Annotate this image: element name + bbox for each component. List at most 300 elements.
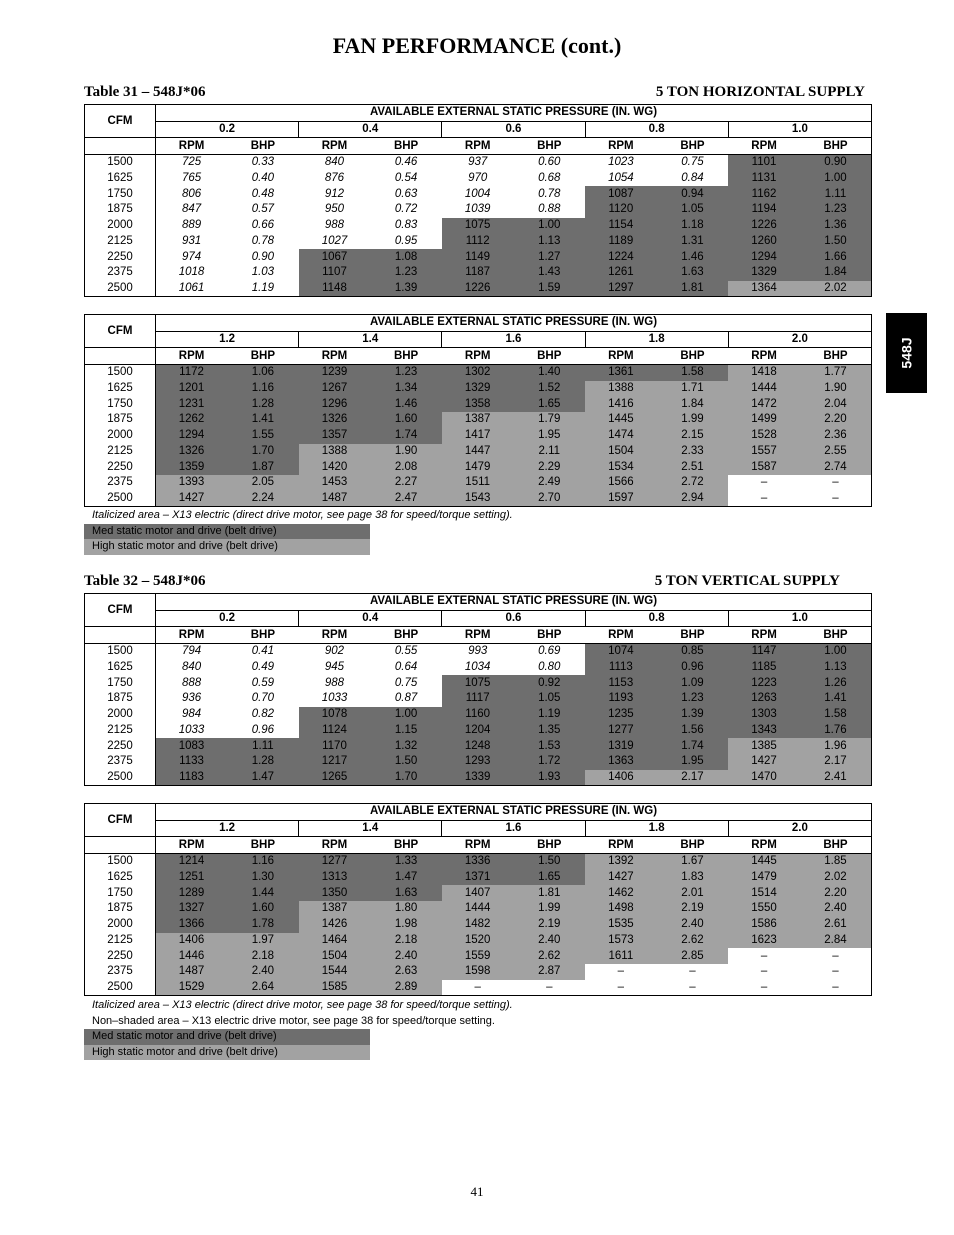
rpm-cell: 1034	[464, 661, 491, 674]
rpm-cell: 1075	[442, 675, 514, 691]
table-row	[85, 885, 872, 901]
bhp-cell: 1.95	[657, 754, 729, 770]
static-pressure-header: AVAILABLE EXTERNAL STATIC PRESSURE (IN. WG)	[156, 594, 872, 611]
bhp-header: BHP	[657, 627, 729, 644]
rpm-cell: 1359	[156, 459, 228, 475]
fan-table	[84, 104, 872, 297]
rpm-cell: 1267	[299, 381, 371, 397]
rpm-cell: 1462	[585, 885, 657, 901]
pressure-header: 1.4	[299, 820, 442, 837]
rpm-cell: 1289	[156, 885, 228, 901]
section-tab-label: 548J	[898, 337, 915, 369]
bhp-cell: 1.79	[513, 412, 585, 428]
rpm-cell: 1074	[585, 644, 657, 660]
rpm-cell: 1598	[442, 964, 514, 980]
rpm-cell: 1189	[585, 234, 657, 250]
rpm-cell: 1261	[585, 265, 657, 281]
rpm-cell: 725	[181, 156, 202, 169]
bhp-cell: 1.05	[657, 202, 729, 218]
table-row	[85, 644, 872, 660]
rpm-cell: 806	[181, 187, 202, 200]
rpm-cell: 1326	[299, 412, 371, 428]
bhp-cell: 1.34	[370, 381, 442, 397]
rpm-cell: 1194	[728, 202, 800, 218]
rpm-cell: 1277	[299, 854, 371, 870]
rpm-cell: 1453	[299, 475, 371, 491]
rpm-header: RPM	[299, 348, 371, 365]
rpm-cell: 1061	[178, 281, 205, 294]
bhp-header: BHP	[513, 138, 585, 155]
rpm-cell: 1248	[442, 738, 514, 754]
rpm-cell: 1303	[728, 707, 800, 723]
rpm-cell: 1427	[156, 491, 228, 507]
pressure-header: 1.6	[442, 331, 585, 348]
cfm-cell: 2125	[85, 723, 156, 739]
rpm-cell: 950	[324, 203, 345, 216]
legend-high-static: High static motor and drive (belt drive)	[84, 1045, 370, 1061]
bhp-cell: 2.40	[370, 948, 442, 964]
rpm-cell: –	[760, 949, 768, 962]
bhp-cell: 1.43	[513, 265, 585, 281]
cfm-cell: 2500	[85, 980, 156, 996]
bhp-cell: 1.50	[800, 234, 872, 250]
bhp-cell: 1.56	[657, 723, 729, 739]
bhp-cell: 1.13	[800, 660, 872, 676]
fan-table	[84, 803, 872, 996]
bhp-cell: 2.18	[227, 948, 299, 964]
table-row	[85, 249, 872, 265]
static-pressure-header: AVAILABLE EXTERNAL STATIC PRESSURE (IN. WG)	[156, 315, 872, 332]
rpm-cell: 1294	[156, 428, 228, 444]
bhp-cell: 1.52	[513, 381, 585, 397]
bhp-cell: 2.02	[800, 281, 872, 297]
table-row	[85, 281, 872, 297]
rpm-header: RPM	[156, 138, 228, 155]
table-row	[85, 459, 872, 475]
rpm-cell: 1388	[585, 381, 657, 397]
pressure-header: 1.0	[728, 610, 871, 627]
bhp-cell: 1.78	[227, 917, 299, 933]
rpm-cell: 1504	[299, 948, 371, 964]
rpm-cell: 984	[181, 708, 202, 721]
rpm-cell: 876	[324, 172, 345, 185]
bhp-cell: 0.54	[394, 172, 418, 185]
legend-italic-note: Italicized area – X13 electric (direct drive motor, see page 38 for speed/torque setting).	[92, 509, 513, 521]
bhp-cell: 1.33	[370, 854, 442, 870]
table-row	[85, 660, 872, 676]
bhp-cell: 1.96	[800, 738, 872, 754]
rpm-cell: 1446	[156, 948, 228, 964]
table-row	[85, 770, 872, 786]
rpm-cell: 1479	[728, 870, 800, 886]
rpm-cell: 1160	[442, 707, 514, 723]
rpm-cell: 1083	[156, 738, 228, 754]
rpm-cell: 1472	[728, 396, 800, 412]
rpm-header: RPM	[442, 837, 514, 854]
rpm-cell: 970	[468, 172, 488, 185]
cfm-cell: 2125	[85, 234, 156, 250]
bhp-cell: 2.89	[370, 980, 442, 996]
bhp-cell: 1.74	[370, 428, 442, 444]
cfm-cell: 1625	[85, 171, 156, 187]
rpm-cell: 840	[181, 661, 202, 674]
rpm-cell: 1201	[156, 381, 228, 397]
bhp-cell: 1.83	[657, 870, 729, 886]
rpm-cell: 1514	[728, 885, 800, 901]
section-tab	[886, 313, 927, 393]
bhp-cell: 2.40	[800, 901, 872, 917]
table-row	[85, 396, 872, 412]
rpm-cell: 765	[181, 172, 202, 185]
rpm-cell: 1239	[299, 365, 371, 381]
bhp-cell: 1.90	[800, 381, 872, 397]
rpm-cell: 1263	[728, 691, 800, 707]
rpm-cell: 1520	[442, 933, 514, 949]
bhp-cell: 1.40	[513, 365, 585, 381]
rpm-cell: 1426	[299, 917, 371, 933]
bhp-cell: 1.95	[513, 428, 585, 444]
bhp-cell: –	[546, 980, 553, 993]
bhp-cell: –	[832, 949, 839, 962]
rpm-header: RPM	[585, 627, 657, 644]
cfm-cell: 1625	[85, 381, 156, 397]
rpm-cell: 1361	[585, 365, 657, 381]
rpm-cell: 1039	[464, 203, 491, 216]
table-row	[85, 691, 872, 707]
rpm-cell: 1131	[728, 171, 800, 187]
bhp-cell: 0.84	[681, 172, 704, 185]
rpm-cell: 1133	[156, 754, 228, 770]
bhp-cell: 1.87	[227, 459, 299, 475]
rpm-cell: 988	[324, 219, 345, 232]
bhp-cell: 1.16	[227, 381, 299, 397]
bhp-header: BHP	[227, 837, 299, 854]
rpm-cell: 1388	[299, 444, 371, 460]
rpm-cell: 1573	[585, 933, 657, 949]
bhp-cell: –	[832, 965, 839, 978]
bhp-header: BHP	[370, 837, 442, 854]
bhp-cell: 1.99	[657, 412, 729, 428]
rpm-header: RPM	[728, 837, 800, 854]
bhp-cell: 2.62	[513, 948, 585, 964]
table-32-caption: Table 32 – 548J*06	[84, 573, 206, 589]
cfm-cell: 1875	[85, 412, 156, 428]
pressure-header: 1.8	[585, 820, 728, 837]
rpm-cell: 1087	[585, 186, 657, 202]
bhp-cell: 1.31	[657, 234, 729, 250]
rpm-cell: –	[760, 980, 768, 993]
bhp-cell: 1.74	[657, 738, 729, 754]
bhp-cell: 2.20	[800, 412, 872, 428]
cfm-cell: 2250	[85, 249, 156, 265]
bhp-cell: 1.35	[513, 723, 585, 739]
rpm-cell: 1482	[442, 917, 514, 933]
bhp-header: BHP	[513, 627, 585, 644]
bhp-cell: 0.78	[538, 187, 561, 200]
bhp-cell: 2.62	[657, 933, 729, 949]
bhp-cell: 2.40	[657, 917, 729, 933]
rpm-cell: 1262	[156, 412, 228, 428]
pressure-header: 1.2	[156, 820, 299, 837]
rpm-cell: 1113	[585, 660, 657, 676]
cfm-cell: 1750	[85, 885, 156, 901]
cfm-cell: 2250	[85, 459, 156, 475]
rpm-cell: 840	[324, 156, 345, 169]
rpm-cell: 1336	[442, 854, 514, 870]
table-row	[85, 475, 872, 491]
bhp-cell: 1.47	[227, 770, 299, 786]
bhp-cell: 0.80	[538, 661, 561, 674]
rpm-cell: 1444	[442, 901, 514, 917]
legend-high-static: High static motor and drive (belt drive)	[84, 539, 370, 555]
rpm-cell: 1162	[728, 186, 800, 202]
rpm-cell: 888	[181, 676, 202, 689]
rpm-cell: 1499	[728, 412, 800, 428]
cfm-cell: 2000	[85, 917, 156, 933]
bhp-cell: 2.33	[657, 444, 729, 460]
bhp-cell: 1.77	[800, 365, 872, 381]
table-row	[85, 412, 872, 428]
rpm-cell: 912	[324, 187, 345, 200]
bhp-cell: 2.47	[370, 491, 442, 507]
rpm-cell: 1004	[464, 187, 491, 200]
bhp-cell: 0.49	[251, 661, 275, 674]
rpm-cell: 1339	[442, 770, 514, 786]
bhp-cell: 1.23	[657, 691, 729, 707]
bhp-cell: 0.68	[538, 172, 561, 185]
bhp-cell: 2.51	[657, 459, 729, 475]
bhp-cell: 0.70	[251, 692, 275, 705]
bhp-header: BHP	[513, 837, 585, 854]
bhp-cell: 1.00	[370, 707, 442, 723]
bhp-cell: 2.61	[800, 917, 872, 933]
rpm-header: RPM	[299, 138, 371, 155]
bhp-cell: 0.83	[394, 219, 418, 232]
table-31-supply-label: 5 TON HORIZONTAL SUPPLY	[655, 84, 865, 100]
bhp-cell: 1.28	[227, 754, 299, 770]
cfm-header: CFM	[85, 315, 156, 348]
bhp-cell: 1.90	[370, 444, 442, 460]
table-row	[85, 754, 872, 770]
pressure-header: 0.4	[299, 610, 442, 627]
rpm-cell: 1407	[442, 885, 514, 901]
bhp-cell: 0.90	[251, 250, 275, 263]
bhp-header: BHP	[370, 138, 442, 155]
rpm-header: RPM	[728, 348, 800, 365]
pressure-header: 1.6	[442, 820, 585, 837]
table-row	[85, 854, 872, 870]
bhp-cell: 1.28	[227, 396, 299, 412]
pressure-header: 1.2	[156, 331, 299, 348]
cfm-cell: 2375	[85, 964, 156, 980]
table-row	[85, 738, 872, 754]
cfm-cell: 1750	[85, 186, 156, 202]
bhp-header: BHP	[657, 837, 729, 854]
pressure-header: 0.2	[156, 610, 299, 627]
rpm-cell: 1427	[585, 870, 657, 886]
cfm-header: CFM	[85, 804, 156, 837]
table-row	[85, 234, 872, 250]
rpm-cell: –	[617, 980, 625, 993]
cfm-cell: 2250	[85, 738, 156, 754]
bhp-cell: 1.59	[513, 281, 585, 297]
page-number: 41	[470, 1184, 484, 1199]
bhp-cell: 0.48	[251, 187, 275, 200]
rpm-cell: 1611	[585, 948, 657, 964]
legend-italic-note: Italicized area – X13 electric (direct drive motor, see page 38 for speed/torque setting).	[92, 999, 513, 1011]
legend-med-static: Med static motor and drive (belt drive)	[84, 524, 370, 540]
rpm-cell: 1487	[156, 964, 228, 980]
rpm-header: RPM	[728, 138, 800, 155]
cfm-cell: 2250	[85, 948, 156, 964]
bhp-cell: 1.70	[227, 444, 299, 460]
fan-table	[84, 314, 872, 507]
bhp-cell: 0.60	[538, 156, 561, 169]
rpm-cell: 1587	[728, 459, 800, 475]
table-row	[85, 901, 872, 917]
bhp-cell: 2.84	[800, 933, 872, 949]
rpm-cell: 1559	[442, 948, 514, 964]
rpm-cell: 1302	[442, 365, 514, 381]
bhp-cell: 0.95	[394, 234, 418, 247]
bhp-cell: 0.94	[657, 186, 729, 202]
bhp-cell: 2.29	[513, 459, 585, 475]
bhp-cell: 0.55	[394, 645, 418, 658]
bhp-cell: 1.60	[227, 901, 299, 917]
bhp-cell: 1.15	[370, 723, 442, 739]
table-row	[85, 870, 872, 886]
bhp-cell: 2.63	[370, 964, 442, 980]
table-row	[85, 917, 872, 933]
rpm-cell: 1406	[156, 933, 228, 949]
rpm-cell: 1149	[442, 249, 514, 265]
bhp-cell: 0.69	[538, 645, 561, 658]
rpm-cell: 1329	[442, 381, 514, 397]
bhp-cell: 2.01	[657, 885, 729, 901]
bhp-cell: 1.11	[227, 738, 299, 754]
rpm-cell: 1018	[178, 266, 205, 279]
rpm-cell: 1406	[585, 770, 657, 786]
rpm-cell: 1464	[299, 933, 371, 949]
bhp-header: BHP	[227, 138, 299, 155]
rpm-cell: –	[617, 965, 625, 978]
bhp-cell: 1.47	[370, 870, 442, 886]
rpm-cell: 1251	[156, 870, 228, 886]
rpm-cell: 1392	[585, 854, 657, 870]
bhp-cell: 1.11	[800, 186, 872, 202]
rpm-cell: 1054	[608, 172, 634, 185]
cfm-cell: 2000	[85, 428, 156, 444]
rpm-header: RPM	[585, 138, 657, 155]
rpm-cell: 1447	[442, 444, 514, 460]
rpm-cell: 1487	[299, 491, 371, 507]
bhp-cell: 1.84	[657, 396, 729, 412]
cfm-cell: 2500	[85, 281, 156, 297]
cfm-subheader-blank	[85, 348, 156, 365]
rpm-cell: 1226	[442, 281, 514, 297]
rpm-cell: 1445	[585, 412, 657, 428]
rpm-cell: 1418	[728, 365, 800, 381]
bhp-cell: 0.64	[394, 661, 418, 674]
rpm-cell: 1078	[299, 707, 371, 723]
bhp-cell: 2.36	[800, 428, 872, 444]
rpm-cell: 1371	[442, 870, 514, 886]
rpm-cell: 1327	[156, 901, 228, 917]
table-row	[85, 265, 872, 281]
rpm-cell: 1474	[585, 428, 657, 444]
bhp-cell: 0.66	[251, 219, 275, 232]
table-row	[85, 675, 872, 691]
bhp-cell: –	[689, 965, 696, 978]
bhp-cell: 2.08	[370, 459, 442, 475]
rpm-cell: 1566	[585, 475, 657, 491]
rpm-cell: 1224	[585, 249, 657, 265]
rpm-cell: 1153	[585, 675, 657, 691]
rpm-cell: 1363	[585, 754, 657, 770]
rpm-cell: 1319	[585, 738, 657, 754]
bhp-cell: 0.96	[251, 723, 275, 736]
bhp-cell: 1.39	[657, 707, 729, 723]
rpm-cell: 988	[324, 676, 345, 689]
rpm-cell: 1112	[442, 234, 514, 250]
bhp-cell: 1.84	[800, 265, 872, 281]
bhp-cell: 0.40	[251, 172, 275, 185]
table-row	[85, 155, 872, 171]
rpm-cell: –	[760, 965, 768, 978]
bhp-cell: 0.75	[394, 676, 418, 689]
rpm-cell: 1231	[156, 396, 228, 412]
fan-table	[84, 593, 872, 786]
rpm-cell: 1420	[299, 459, 371, 475]
rpm-cell: 1296	[299, 396, 371, 412]
bhp-cell: 1.46	[370, 396, 442, 412]
bhp-cell: 0.85	[657, 644, 729, 660]
rpm-cell: 1193	[585, 691, 657, 707]
rpm-header: RPM	[156, 627, 228, 644]
table-row	[85, 707, 872, 723]
legend-table-31	[84, 508, 513, 555]
rpm-cell: 1117	[442, 691, 514, 707]
rpm-header: RPM	[442, 348, 514, 365]
cfm-cell: 2000	[85, 707, 156, 723]
bhp-cell: 1.05	[513, 691, 585, 707]
bhp-cell: 2.74	[800, 459, 872, 475]
bhp-cell: 1.32	[370, 738, 442, 754]
bhp-cell: 1.03	[251, 266, 275, 279]
bhp-cell: 1.27	[513, 249, 585, 265]
rpm-cell: 1185	[728, 660, 800, 676]
rpm-header: RPM	[728, 627, 800, 644]
cfm-cell: 2375	[85, 754, 156, 770]
cfm-cell: 1875	[85, 901, 156, 917]
rpm-cell: 1393	[156, 475, 228, 491]
rpm-cell: 1543	[442, 491, 514, 507]
rpm-cell: –	[760, 476, 768, 489]
bhp-cell: 0.82	[251, 708, 275, 721]
cfm-cell: 2375	[85, 265, 156, 281]
cfm-cell: 1750	[85, 396, 156, 412]
rpm-cell: 1416	[585, 396, 657, 412]
bhp-cell: 0.75	[681, 156, 704, 169]
bhp-cell: 2.70	[513, 491, 585, 507]
bhp-cell: 2.15	[657, 428, 729, 444]
rpm-header: RPM	[585, 837, 657, 854]
bhp-cell: 1.98	[370, 917, 442, 933]
rpm-cell: 889	[181, 219, 202, 232]
table-row	[85, 202, 872, 218]
bhp-header: BHP	[227, 627, 299, 644]
static-pressure-header: AVAILABLE EXTERNAL STATIC PRESSURE (IN. WG)	[156, 804, 872, 821]
